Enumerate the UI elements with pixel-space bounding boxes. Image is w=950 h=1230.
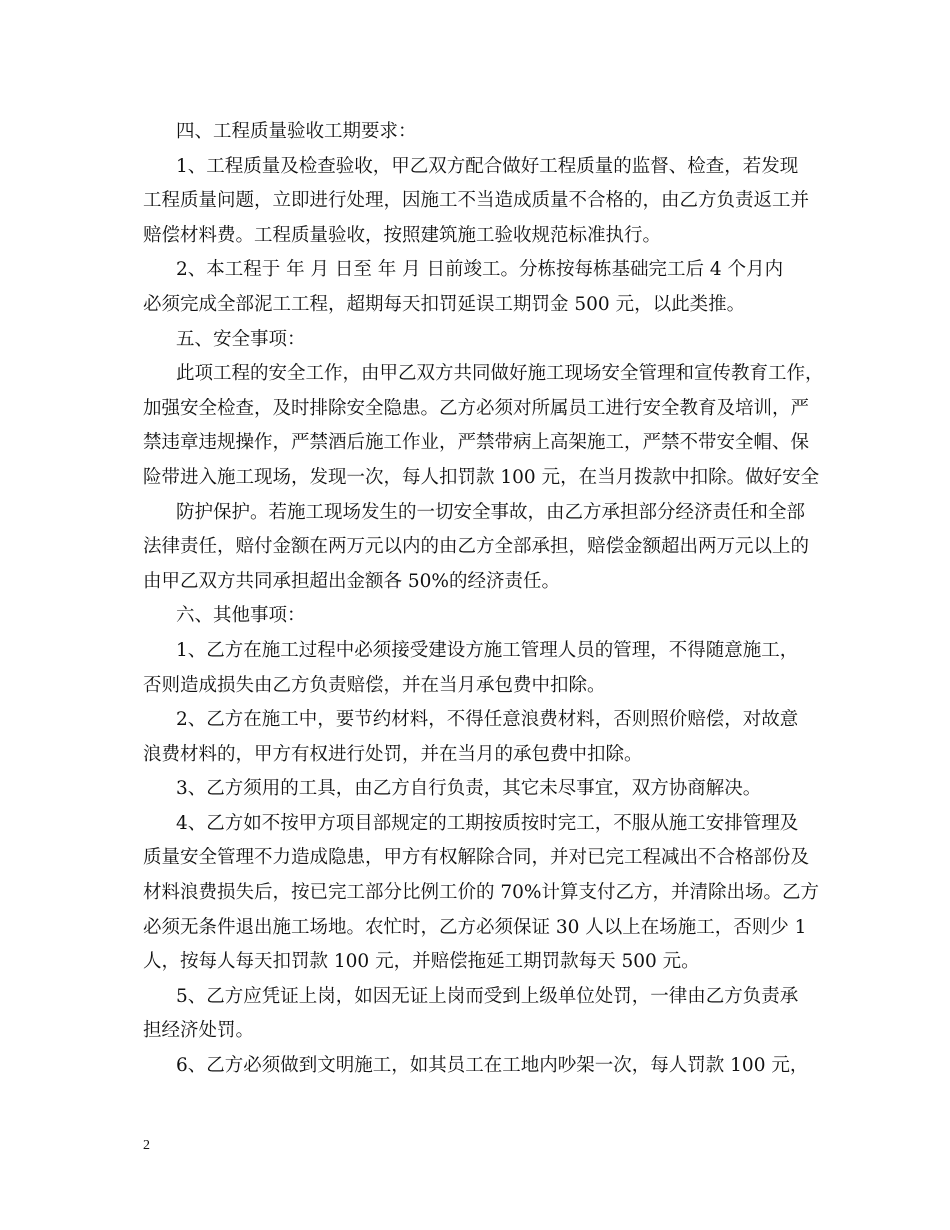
clause-4-2 [143,253,813,322]
heading-section-5 [143,323,813,358]
text-line: 人，按每人每天扣罚款 100 元，并赔偿拖延工期罚款每天 500 元。 [143,951,700,973]
clause-6-5 [143,980,813,1049]
heading-section-4 [143,115,813,150]
text-line: 六、其他事项： [176,605,306,627]
text-line: 2、乙方在施工中，要节约材料，不得任意浪费材料，否则照价赔偿，对故意 [176,709,799,731]
text-line: 必须完成全部泥工工程，超期每天扣罚延误工期罚金 500 元，以此类推。 [143,293,746,315]
clause-5-body-cont [143,496,813,600]
text-line: 防护保护。若施工现场发生的一切安全事故，由乙方承担部分经济责任和全部 [176,501,806,523]
text-line: 1、乙方在施工过程中必须接受建设方施工管理人员的管理，不得随意施工， [176,639,799,661]
text-line: 6、乙方必须做到文明施工，如其员工在工地内吵架一次，每人罚款 100 元， [176,1055,809,1077]
text-line: 工程质量问题，立即进行处理，因施工不当造成质量不合格的，由乙方负责返工并 [143,190,810,212]
clause-6-2 [143,703,813,772]
clause-6-3 [143,772,813,807]
clause-5-body [143,357,824,495]
text-line: 材料浪费损失后，按已完工部分比例工价的 70%计算支付乙方，并清除出场。乙方 [143,882,820,904]
clause-6-6 [143,1049,813,1084]
text-line: 4、乙方如不按甲方项目部规定的工期按质按时完工，不服从施工安排管理及 [176,812,799,834]
heading-section-6 [143,599,813,634]
text-line: 五、安全事项： [176,328,306,350]
text-line: 浪费材料的，甲方有权进行处罚，并在当月的承包费中扣除。 [143,743,643,765]
text-line: 否则造成损失由乙方负责赔偿，并在当月承包费中扣除。 [143,674,606,696]
text-line: 由甲乙双方共同承担超出金额各 50%的经济责任。 [143,570,561,592]
text-line: 3、乙方须用的工具，由乙方自行负责，其它未尽事宜，双方协商解决。 [176,778,762,800]
text-line: 法律责任，赔付金额在两万元以内的由乙方全部承担，赔偿金额超出两万元以上的 [143,536,810,558]
text-line: 加强安全检查，及时排除安全隐患。乙方必须对所属员工进行安全教育及培训，严 [143,397,810,419]
text-line: 赔偿材料费。工程质量验收，按照建筑施工验收规范标准执行。 [143,224,662,246]
text-line: 1、工程质量及检查验收，甲乙双方配合做好工程质量的监督、检查，若发现 [176,155,799,177]
text-line: 质量安全管理不力造成隐患，甲方有权解除合同，并对已完工程减出不合格部份及 [143,847,810,869]
document-body [143,115,824,1084]
text-line: 禁违章违规操作，严禁酒后施工作业，严禁带病上高架施工，严禁不带安全帽、保 [143,432,810,454]
text-line: 四、工程质量验收工期要求： [176,121,417,142]
clause-6-1 [143,634,813,703]
clause-4-1 [143,150,813,254]
text-line: 险带进入施工现场，发现一次，每人扣罚款 100 元，在当月拨款中扣除。做好安全 [143,466,820,488]
text-line: 此项工程的安全工作，由甲乙双方共同做好施工现场安全管理和宣传教育工作， [176,363,824,385]
text-line: 5、乙方应凭证上岗，如因无证上岗而受到上级单位处罚，一律由乙方负责承 [176,985,799,1007]
text-line: 2、本工程于 年 月 日至 年 月 日前竣工。分栋按每栋基础完工后 4 个月内 [176,259,784,281]
clause-6-4 [143,807,820,980]
text-line: 担经济处罚。 [143,1020,255,1042]
page-number: 2 [143,1138,150,1153]
text-line: 必须无条件退出施工场地。农忙时，乙方必须保证 30 人以上在场施工，否则少 1 [143,916,807,938]
